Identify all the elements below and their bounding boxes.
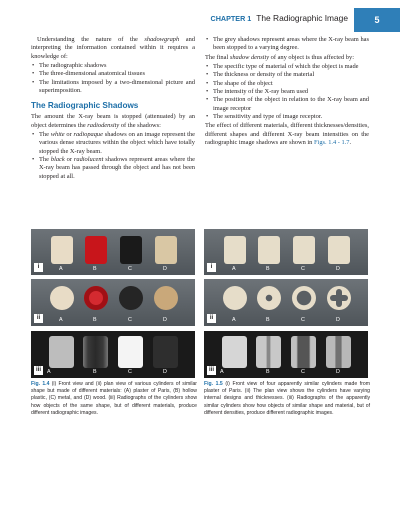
- radiograph-metal: [118, 336, 143, 368]
- radiograph-small-hole: [256, 336, 281, 368]
- disc-solid: [223, 286, 247, 310]
- list-item: • The grey shadows represent areas where the X-ray beam has been stopped to a varying degree.: [205, 36, 369, 53]
- item-label: C: [301, 369, 305, 375]
- list-item: • The specific type of material of which the object is made: [205, 63, 369, 71]
- list-item: • The radiographic shadows: [31, 62, 195, 70]
- list-item: • The limitations imposed by a two-dimensional picture and superimposition.: [31, 79, 195, 96]
- list-item: • The black or radiolucent shadows represent areas where the X-ray beam has passed through the object and has not been stopped at all.: [31, 156, 195, 181]
- effect-text: The effect of different materials, different thicknesses/densities, different shapes and different X-ray beam intensities on the radiographic image shadows are shown in: [205, 122, 369, 147]
- radiograph-wood: [153, 336, 178, 368]
- panel-label: ii: [207, 314, 216, 323]
- fig15-caption: [204, 381, 370, 417]
- list-item: • The intensity of the X-ray beam used: [205, 88, 369, 96]
- panel-label: i: [34, 263, 43, 272]
- left-column: [31, 36, 195, 182]
- shadow-list: [31, 131, 195, 181]
- cylinder-metal: [120, 236, 142, 264]
- cylinder-plaster-c: [293, 236, 315, 264]
- disc-cross-pattern: [327, 286, 351, 310]
- item-label: D: [336, 317, 340, 323]
- panel-label: iii: [208, 367, 214, 373]
- item-label: A: [47, 369, 51, 375]
- fig14-panel-front-view: [31, 229, 195, 275]
- disc-wood: [154, 286, 178, 310]
- radiograph-solid: [222, 336, 247, 368]
- cylinder-plastic: [85, 236, 107, 264]
- cross-hole: [330, 295, 348, 301]
- caption-figure-number: Fig. 1.5: [204, 381, 223, 387]
- cylinder-plaster-a: [224, 236, 246, 264]
- effect-end: .: [349, 139, 352, 147]
- radiograph-plaster: [49, 336, 74, 368]
- page-header: [0, 8, 400, 30]
- radiograph-plastic: [83, 336, 108, 368]
- panel-label: i: [207, 263, 216, 272]
- disc-large-hole: [292, 286, 316, 310]
- item-label: B: [266, 369, 270, 375]
- item-label: C: [301, 266, 305, 272]
- disc-plaster: [50, 286, 74, 310]
- chapter-title: The Radiographic Image: [256, 13, 348, 23]
- item-label: B: [93, 317, 97, 323]
- intro-paragraph: Understanding the nature of the shadowgraph and interpreting the information contained within it requires a knowledge of:: [31, 36, 195, 60]
- item-label: A: [59, 317, 63, 323]
- page-number: 5: [354, 8, 400, 32]
- item-label: C: [128, 317, 132, 323]
- item-label: C: [128, 266, 132, 272]
- list-item: • The sensitivity and type of image receptor.: [205, 113, 369, 121]
- item-label: D: [336, 369, 340, 375]
- caption-figure-number: Fig. 1.4: [31, 381, 50, 387]
- cylinder-plaster: [51, 236, 73, 264]
- cylinder-plaster-b: [258, 236, 280, 264]
- intro-list: [31, 62, 195, 95]
- grey-list: [205, 36, 369, 53]
- item-label: C: [128, 369, 132, 375]
- disc-metal: [119, 286, 143, 310]
- disc-plastic: [84, 286, 108, 310]
- fig15-panel-front-view: [204, 229, 368, 275]
- panel-label: ii: [34, 314, 43, 323]
- item-label: B: [93, 266, 97, 272]
- item-label: A: [232, 317, 236, 323]
- item-label: A: [232, 266, 236, 272]
- list-item: • The position of the object in relation to the X-ray beam and image receptor: [205, 96, 369, 113]
- list-item: • The thickness or density of the material: [205, 71, 369, 79]
- fig14-panel-radiograph: [31, 331, 195, 378]
- list-item: • The shape of the object: [205, 80, 369, 88]
- item-label: B: [93, 369, 97, 375]
- item-label: C: [301, 317, 305, 323]
- factors-list: [205, 63, 369, 121]
- item-label: D: [163, 266, 167, 272]
- fig15-panel-radiograph: [204, 331, 368, 378]
- figure-link[interactable]: Figs. 1.4 - 1.7: [313, 139, 350, 147]
- section-heading: The Radiographic Shadows: [31, 101, 139, 111]
- shadows-paragraph: The amount the X-ray beam is stopped (attenuated) by an object determines the radiodensity of the shadows:: [31, 113, 195, 129]
- item-label: B: [266, 266, 270, 272]
- chapter-label: CHAPTER 1: [210, 14, 252, 23]
- fig14-caption: [31, 381, 197, 417]
- cylinder-wood: [155, 236, 177, 264]
- caption-text: (i) Front view and (ii) plan view of various cylinders of similar shape but made of different materials: (A) plaster of Paris, (B) hollow plastic, (C) metal, and (D) wood. (iii) Radiographs of the cylinders show how objects of the same shape, but of different materials, produce different radiographic images.: [31, 381, 198, 416]
- cylinder-plaster-d: [328, 236, 350, 264]
- disc-small-hole: [257, 286, 281, 310]
- right-column: [205, 36, 369, 148]
- radiograph-large-hole: [291, 336, 316, 368]
- fig15-panel-plan-view: [204, 279, 368, 326]
- panel-label: iii: [35, 367, 41, 373]
- item-label: D: [336, 266, 340, 272]
- list-item: • The three-dimensional anatomical tissues: [31, 70, 195, 78]
- effect-paragraph: [205, 122, 369, 147]
- item-label: D: [163, 369, 167, 375]
- item-label: B: [266, 317, 270, 323]
- caption-text: (i) Front view of four apparently similar cylinders made from plaster of Paris. (ii) The plan view shows the cylinders have varying internal designs and thicknesses. (iii) Radiographs of the apparently similar cylinders show how objects of similar shape and material, but of different densities, produce different radiographic images.: [204, 381, 370, 416]
- item-label: D: [163, 317, 167, 323]
- final-density-paragraph: The final shadow density of any object is thus affected by:: [205, 53, 354, 61]
- list-item: • The white or radiopaque shadows on an image represent the various dense structures within the object which have totally stopped the X-ray beam.: [31, 131, 195, 156]
- item-label: A: [220, 369, 224, 375]
- item-label: A: [59, 266, 63, 272]
- running-head: [211, 13, 348, 23]
- radiograph-cross: [326, 336, 351, 368]
- fig14-panel-plan-view: [31, 279, 195, 326]
